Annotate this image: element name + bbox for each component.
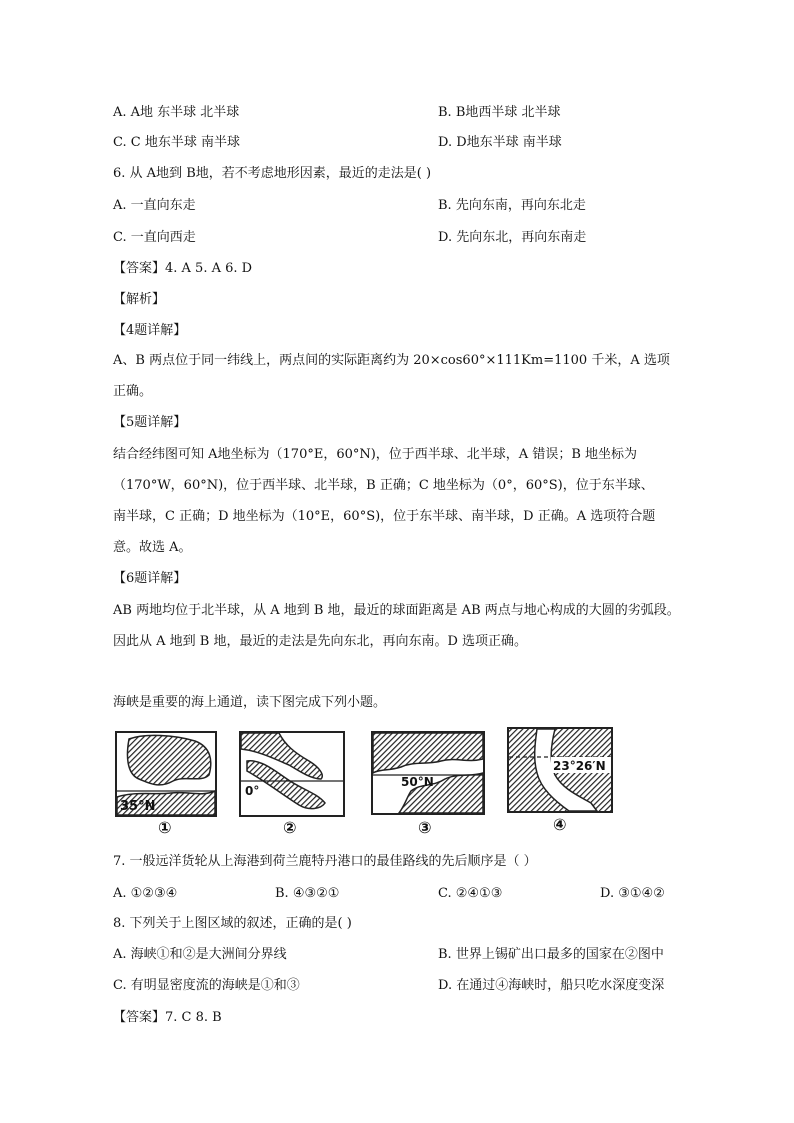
strait-map-1 xyxy=(115,731,217,817)
strait-map-2 xyxy=(239,731,345,817)
q5-option-c: C. C 地东半球 南半球 xyxy=(113,135,240,150)
q7-option-a: A. ①②③④ xyxy=(113,886,178,901)
q4-detail-line-1: A、B 两点位于同一纬线上，两点间的实际距离约为 20×cos60°×111Km=1100 千米，A 选项 xyxy=(113,353,670,368)
q4-detail-title: 【4题详解】 xyxy=(113,323,187,338)
q6-detail-title: 【6题详解】 xyxy=(113,571,187,586)
q4-detail-line-2: 正确。 xyxy=(113,384,153,399)
map-4-lat-label: 23°26′N xyxy=(553,759,606,773)
q8-option-d: D. 在通过④海峡时，船只吃水深度变深 xyxy=(438,978,665,993)
q7-stem: 7. 一般远洋货轮从上海港到荷兰鹿特丹港口的最佳路线的先后顺序是（ ） xyxy=(113,854,537,869)
q7-option-d: D. ③①④② xyxy=(600,886,665,901)
q5-detail-line-3: 南半球，C 正确；D 地坐标为（10°E，60°S)，位于东半球、南半球，D 正确。A 选项符合题 xyxy=(113,509,656,524)
answer-line-2: 【答案】7. C 8. B xyxy=(113,1010,222,1025)
q6-stem: 6. 从 A地到 B地，若不考虑地形因素，最近的走法是( ) xyxy=(113,166,432,181)
q6-option-d: D. 先向东北，再向东南走 xyxy=(438,230,587,245)
map-2-lat-label: 0° xyxy=(245,784,260,798)
map-1-lat-label: 35°N xyxy=(120,799,156,814)
q5-detail-title: 【5题详解】 xyxy=(113,415,187,430)
q5-option-d: D. D地东半球 南半球 xyxy=(438,135,562,150)
q7-option-c: C. ②④①③ xyxy=(438,886,503,901)
map-4-number: ④ xyxy=(553,815,567,834)
q6-detail-line-2: 因此从 A 地到 B 地，最近的走法是先向东北，再向东南。D 选项正确。 xyxy=(113,634,528,649)
q6-option-b: B. 先向东南，再向东北走 xyxy=(438,198,586,213)
q5-option-a: A. A地 东半球 北半球 xyxy=(113,105,240,120)
map-3-lat-label: 50°N xyxy=(401,775,434,789)
q8-option-b: B. 世界上锡矿出口最多的国家在②图中 xyxy=(438,947,664,962)
map-3-number: ③ xyxy=(418,818,432,837)
strait-map-3 xyxy=(371,731,485,815)
q5-detail-line-1: 结合经纬图可知 A地坐标为（170°E，60°N)，位于西半球、北半球，A 错误；B 地坐标为 xyxy=(113,447,638,462)
q7-option-b: B. ④③②① xyxy=(275,886,340,901)
q8-option-c: C. 有明显密度流的海峡是①和③ xyxy=(113,978,300,993)
map-2-number: ② xyxy=(283,818,297,837)
answer-line-1: 【答案】4. A 5. A 6. D xyxy=(113,261,253,276)
q5-detail-line-4: 意。故选 A。 xyxy=(113,540,192,555)
q6-option-a: A. 一直向东走 xyxy=(113,198,196,213)
q6-option-c: C. 一直向西走 xyxy=(113,230,196,245)
analysis-label: 【解析】 xyxy=(113,292,166,307)
q8-stem: 8. 下列关于上图区域的叙述，正确的是( ) xyxy=(113,916,352,931)
strait-map-4 xyxy=(507,727,613,813)
q6-detail-line-1: AB 两地均位于北半球，从 A 地到 B 地，最近的球面距离是 AB 两点与地心构成的大圆的劣弧段。 xyxy=(113,603,680,618)
map-1-number: ① xyxy=(158,818,172,837)
q5-option-b: B. B地西半球 北半球 xyxy=(438,105,561,120)
q8-option-a: A. 海峡①和②是大洲间分界线 xyxy=(113,947,287,962)
maps-intro: 海峡是重要的海上通道，读下图完成下列小题。 xyxy=(113,695,387,710)
q5-detail-line-2: （170°W，60°N)，位于西半球、北半球，B 正确；C 地坐标为（0°，60°S)，位于东半球、 xyxy=(113,478,654,493)
